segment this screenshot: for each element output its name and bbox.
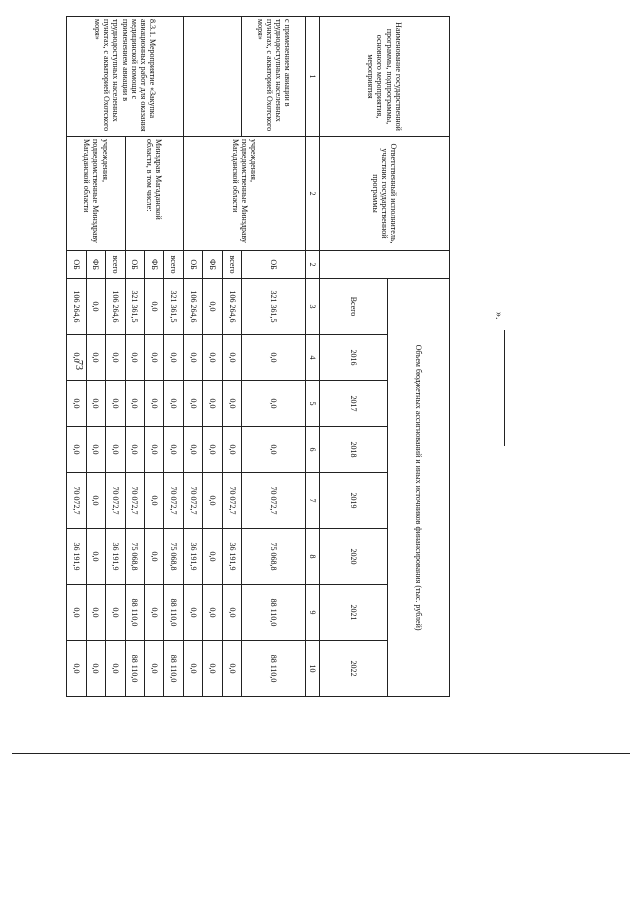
row-name: с применением авиации в труднодоступных населенных пунктах, с акваторией Охотского моря» xyxy=(242,17,306,137)
budget-table-container xyxy=(66,16,450,696)
cell-value: 106 264,6 xyxy=(67,279,87,335)
row-source: ФБ xyxy=(145,251,164,279)
cell-value: 75 068,8 xyxy=(242,529,306,585)
row-source: ОБ xyxy=(125,251,144,279)
cell-value: 0,0 xyxy=(183,427,202,473)
cell-value: 0,0 xyxy=(183,641,202,697)
header-executor: Ответственный исполнитель, участник государственной программы xyxy=(320,137,450,251)
header-total: Всего xyxy=(320,279,388,335)
col-number: 9 xyxy=(306,585,320,641)
header-volume: Объем бюджетных ассигнований и иных источников финансирования (тыс. рублей) xyxy=(388,279,450,697)
cell-value: 0,0 xyxy=(183,381,202,427)
cell-value: 0,0 xyxy=(86,279,105,335)
cell-value: 0,0 xyxy=(183,335,202,381)
cell-value: 0,0 xyxy=(67,427,87,473)
col-number: 4 xyxy=(306,335,320,381)
cell-value: 321 361,5 xyxy=(125,279,144,335)
cell-value: 0,0 xyxy=(86,585,105,641)
row-source: всего xyxy=(222,251,241,279)
cell-value: 0,0 xyxy=(145,529,164,585)
cell-value: 0,0 xyxy=(106,381,125,427)
cell-value: 88 110,0 xyxy=(164,641,183,697)
cell-value: 321 361,5 xyxy=(242,279,306,335)
cell-value: 0,0 xyxy=(164,335,183,381)
col-number: 7 xyxy=(306,473,320,529)
row-name-empty xyxy=(183,17,241,137)
cell-value: 0,0 xyxy=(145,473,164,529)
col-number: 2 xyxy=(306,251,320,279)
cell-value: 70 072,7 xyxy=(222,473,241,529)
cell-value: 88 110,0 xyxy=(125,585,144,641)
col-number: 10 xyxy=(306,641,320,697)
row-executor-empty xyxy=(183,137,305,251)
cell-value: 0,0 xyxy=(106,427,125,473)
col-number: 3 xyxy=(306,279,320,335)
cell-value: 36 191,9 xyxy=(67,529,87,585)
header-year: 2016 xyxy=(320,335,388,381)
row-source: ОБ xyxy=(183,251,202,279)
cell-value: 0,0 xyxy=(86,381,105,427)
cell-value: 70 072,7 xyxy=(242,473,306,529)
cell-value: 88 110,0 xyxy=(242,641,306,697)
budget-table xyxy=(66,16,450,697)
cell-value: 0,0 xyxy=(203,335,222,381)
cell-value: 0,0 xyxy=(145,335,164,381)
closing-line xyxy=(504,330,505,446)
cell-value: 0,0 xyxy=(67,381,87,427)
row-source: ФБ xyxy=(203,251,222,279)
cell-value: 0,0 xyxy=(242,335,306,381)
cell-value: 0,0 xyxy=(86,335,105,381)
header-year: 2019 xyxy=(320,473,388,529)
cell-value: 70 072,7 xyxy=(164,473,183,529)
row-source: ОБ xyxy=(242,251,306,279)
cell-value: 0,0 xyxy=(67,585,87,641)
header-source xyxy=(320,251,450,279)
cell-value: 0,0 xyxy=(203,279,222,335)
cell-value: 70 072,7 xyxy=(125,473,144,529)
cell-value: 106 264,6 xyxy=(183,279,202,335)
cell-value: 0,0 xyxy=(86,427,105,473)
cell-value: 106 264,6 xyxy=(106,279,125,335)
row-source: всего xyxy=(164,251,183,279)
cell-value: 0,0 xyxy=(106,585,125,641)
cell-value: 0,0 xyxy=(222,585,241,641)
cell-value: 0,0 xyxy=(145,381,164,427)
cell-value: 0,0 xyxy=(242,381,306,427)
cell-value: 75 068,8 xyxy=(125,529,144,585)
cell-value: 0,0 xyxy=(203,529,222,585)
cell-value: 70 072,7 xyxy=(67,473,87,529)
col-number: 2 xyxy=(306,137,320,251)
bottom-rule xyxy=(12,753,630,754)
row-name: 8.3.1. Мероприятие «Закупка авиационных работ для оказания медицинской помощи с применением авиации в труднодоступных населенных пунктах, с акваторией Охотского моря» xyxy=(67,17,184,137)
cell-value: 0,0 xyxy=(145,585,164,641)
cell-value: 0,0 xyxy=(164,381,183,427)
cell-value: 0,0 xyxy=(222,381,241,427)
cell-value: 0,0 xyxy=(203,427,222,473)
cell-value: 0,0 xyxy=(106,641,125,697)
cell-value: 0,0 xyxy=(203,585,222,641)
header-year: 2022 xyxy=(320,641,388,697)
row-source: всего xyxy=(106,251,125,279)
cell-value: 75 068,8 xyxy=(164,529,183,585)
cell-value: 0,0 xyxy=(164,427,183,473)
cell-value: 36 191,9 xyxy=(106,529,125,585)
cell-value: 0,0 xyxy=(222,641,241,697)
cell-value: 0,0 xyxy=(145,279,164,335)
cell-value: 0,0 xyxy=(203,381,222,427)
cell-value: 70 072,7 xyxy=(183,473,202,529)
cell-value: 0,0 xyxy=(183,585,202,641)
header-name: Наименование государственной программы, подпрограммы, основного мероприятия, мероприятия xyxy=(320,17,450,137)
cell-value: 0,0 xyxy=(125,335,144,381)
cell-value: 36 191,9 xyxy=(222,529,241,585)
cell-value: 106 264,6 xyxy=(222,279,241,335)
cell-value: 0,0 xyxy=(67,641,87,697)
row-executor: Минздрав Магаданской области, в том числе: xyxy=(125,137,183,251)
header-year: 2018 xyxy=(320,427,388,473)
cell-value: 88 110,0 xyxy=(242,585,306,641)
header-year: 2021 xyxy=(320,585,388,641)
table-row xyxy=(164,17,183,697)
cell-value: 0,0 xyxy=(222,427,241,473)
col-number: 5 xyxy=(306,381,320,427)
row-executor: учреждения, подведомственные Минздраву Магаданской области xyxy=(67,137,126,251)
cell-value: 0,0 xyxy=(125,427,144,473)
header-year: 2020 xyxy=(320,529,388,585)
cell-value: 0,0 xyxy=(145,427,164,473)
cell-value: 0,0 xyxy=(222,335,241,381)
table-row xyxy=(222,17,241,697)
cell-value: 70 072,7 xyxy=(106,473,125,529)
cell-value: 0,0 xyxy=(86,641,105,697)
cell-value: 321 361,5 xyxy=(164,279,183,335)
cell-value: 0,0 xyxy=(86,473,105,529)
cell-value: 0,0 xyxy=(242,427,306,473)
cell-value: 88 110,0 xyxy=(164,585,183,641)
page-number: 73 xyxy=(73,360,84,370)
cell-value: 0,0 xyxy=(67,335,87,381)
cell-value: 36 191,9 xyxy=(183,529,202,585)
cell-value: 88 110,0 xyxy=(125,641,144,697)
numbering-row xyxy=(306,17,320,697)
cell-value: 0,0 xyxy=(145,641,164,697)
col-number: 6 xyxy=(306,427,320,473)
cell-value: 0,0 xyxy=(203,641,222,697)
col-number: 8 xyxy=(306,529,320,585)
cell-value: 0,0 xyxy=(86,529,105,585)
row-source: ФБ xyxy=(86,251,105,279)
cell-value: 0,0 xyxy=(106,335,125,381)
closing-mark: ». xyxy=(493,312,504,320)
row-executor: учреждения, подведомственные Минздраву Магаданской области xyxy=(230,139,259,243)
header-year: 2017 xyxy=(320,381,388,427)
cell-value: 0,0 xyxy=(125,381,144,427)
table-row xyxy=(242,17,306,697)
col-number: 1 xyxy=(306,17,320,137)
row-source: ОБ xyxy=(67,251,87,279)
cell-value: 0,0 xyxy=(203,473,222,529)
